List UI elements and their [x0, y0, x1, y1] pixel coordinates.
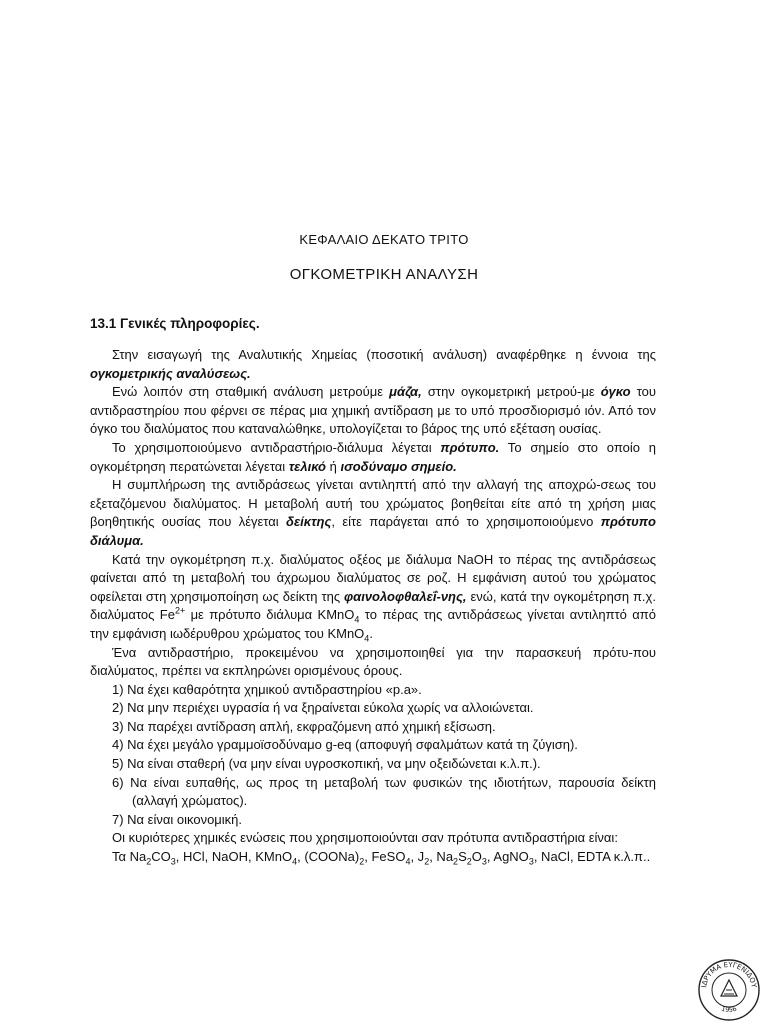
text-span: το πέρας της αντιδράσεως γίνεται αντιληπτό από την εμφάνιση ιωδέρυθρου χρώματος του KMnO: [90, 607, 656, 641]
emphasis-term: πρότυπο διάλυμα.: [90, 514, 656, 548]
text-span: CO: [151, 849, 171, 865]
emphasis-term: ογκομετρικής αναλύσεως.: [90, 365, 251, 381]
text-span: , FeSO: [364, 849, 406, 865]
paragraph-1: [90, 346, 656, 383]
paragraph-4: [90, 476, 656, 550]
text-span: Κατά την ογκομέτρηση π.χ. διαλύματος οξέος με διάλυμα NaOH το πέρας της αντιδράσεως φαίνεται από τη μεταβολή του άχρωμου διαλύματος σε ροζ. Η εμφάνιση αυτού του χρώματος οφείλεται στη χρησιμοποίηση ως δείκτη της: [90, 551, 656, 604]
list-item-3: 3) Να παρέχει αντίδραση απλή, εκφραζόμενη από χημική εξίσωση.: [112, 718, 496, 734]
text-span: του αντιδραστηρίου που φέρνει σε πέρας μια χημική αντίδραση με το υπό προσδιορισμό ιόν. Από τον όγκο του διαλύματος που καταναλώθηκε, υπολογίζεται το βάρος της υπό εξέταση ουσίας.: [90, 384, 657, 437]
subscript: 3: [481, 856, 487, 867]
text-span: στην ογκομετρική μετρού-με: [421, 384, 601, 400]
svg-text:1956: [720, 1005, 737, 1014]
text-span: Το χρησιμοποιούμενο αντιδραστήριο-διάλυμα λέγεται: [112, 439, 441, 455]
emphasis-term: ισοδύναμο σημείο.: [340, 458, 457, 474]
paragraph-6: Ένα αντιδραστήριο, προκειμένου να χρησιμοποιηθεί για την παρασκευή πρότυ-που διαλύματος, πρέπει να εκπληρώνει ορισμένους όρους.: [90, 644, 656, 679]
subscript: 2: [359, 856, 365, 867]
text-span: , J: [410, 849, 425, 865]
chapter-title: ΟΓΚΟΜΕΤΡΙΚΗ ΑΝΑΛΥΣΗ: [289, 266, 479, 283]
subscript: 4: [354, 614, 360, 625]
text-span: , είτε παράγεται από το χρησιμοποιούμενο: [331, 514, 601, 530]
paragraph-8: [90, 848, 656, 867]
text-span: Η συμπλήρωση της αντιδράσεως γίνεται αντιληπτή από την αλλαγή της αποχρώ-σεως του εξεταζόμενου διαλύματος. Η μεταβολή αυτή του χρώματος βοηθείται είτε από τη χρήση μιας βοηθητικής ουσίας που λέγεται: [90, 477, 656, 530]
section-heading: 13.1 Γενικές πληροφορίες.: [90, 316, 260, 331]
emphasis-term: δείκτης: [286, 514, 332, 530]
text-span: , AgNO: [486, 849, 529, 865]
subscript: 2: [453, 856, 459, 867]
emphasis-term: μάζα,: [389, 384, 422, 400]
subscript: 4: [405, 856, 411, 867]
emphasis-term: φαινολοφθαλεΐ-νης,: [344, 588, 467, 604]
subscript: 4: [292, 856, 298, 867]
superscript: 2+: [174, 605, 186, 616]
paragraph-2: [90, 383, 656, 439]
list-item-4: 4) Να έχει μεγάλο γραμμοϊσοδύναμο g-eq (αποφυγή σφαλμάτων κατά τη ζύγιση).: [112, 737, 578, 753]
text-span: , NaCl, EDTA κ.λ.π..: [533, 849, 651, 865]
emphasis-term: τελικό: [288, 458, 326, 474]
subscript: 2: [146, 856, 152, 867]
subscript: 2: [424, 856, 430, 867]
text-span: , HCl, NaOH, KMnO: [175, 849, 293, 865]
emphasis-term: όγκο: [600, 384, 631, 400]
subscript: 2: [466, 856, 472, 867]
text-span: με πρότυπο διάλυμα KMnO: [185, 607, 355, 623]
text-span: S: [458, 849, 467, 865]
text-span: ή: [326, 458, 341, 474]
text-span: , Na: [429, 849, 454, 865]
subscript: 3: [170, 856, 176, 867]
text-span: Τα Na: [112, 849, 147, 865]
paragraph-5: [90, 551, 656, 644]
text-span: .: [369, 625, 373, 641]
text-span: Το σημείο στο οποίο η ογκομέτρηση περατώνεται λέγεται: [90, 439, 656, 474]
list-item-6: 6) Να είναι ευπαθής, ως προς τη μεταβολή των φυσικών της ιδιοτήτων, παρουσία δείκτη (αλλαγή χρώματος).: [112, 774, 656, 809]
paragraph-7: Οι κυριότερες χημικές ενώσεις που χρησιμοποιούνται σαν πρότυπα αντιδραστήρια είναι:: [112, 830, 618, 846]
text-span: O: [471, 849, 482, 865]
foundation-seal-icon: [697, 958, 761, 1022]
svg-text:ΙΔΡΥΜΑ ΕΥΓΕΝΙΔΟΥ: [700, 961, 758, 989]
paragraph-3: [90, 439, 656, 476]
subscript: 3: [528, 856, 534, 867]
text-span: ενώ, κατά την ογκομέτρηση π.χ. διαλύματος Fe: [90, 588, 656, 623]
list-item-7: 7) Να είναι οικονομική.: [112, 811, 243, 827]
text-span: Ενώ λοιπόν στη σταθμική ανάλυση μετρούμε: [112, 384, 390, 400]
emphasis-term: πρότυπο.: [440, 439, 500, 455]
list-item-5: 5) Να είναι σταθερή (να μην είναι υγροσκοπική, να μην οξειδώνεται κ.λ.π.).: [112, 756, 541, 772]
chapter-heading: ΚΕΦΑΛΑΙΟ ΔΕΚΑΤΟ ΤΡΙΤΟ: [299, 232, 469, 247]
seal-year: 1956: [720, 1004, 738, 1015]
body-text: [90, 346, 656, 867]
seal-text: ΙΔΡΥΜΑ ΕΥΓΕΝΙΔΟΥ: [700, 960, 758, 989]
list-item-1: 1) Να έχει καθαρότητα χημικού αντιδραστηρίου «p.a».: [112, 681, 422, 697]
subscript: 4: [364, 633, 370, 644]
text-span: Στην εισαγωγή της Αναλυτικής Χημείας (ποσοτική ανάλυση) αναφέρθηκε η έννοια της: [112, 347, 656, 362]
list-item-2: 2) Να μην περιέχει υγρασία ή να ξηραίνεται εύκολα χωρίς να αλλοιώνεται.: [112, 700, 534, 716]
text-span: , (COONa): [297, 849, 360, 865]
